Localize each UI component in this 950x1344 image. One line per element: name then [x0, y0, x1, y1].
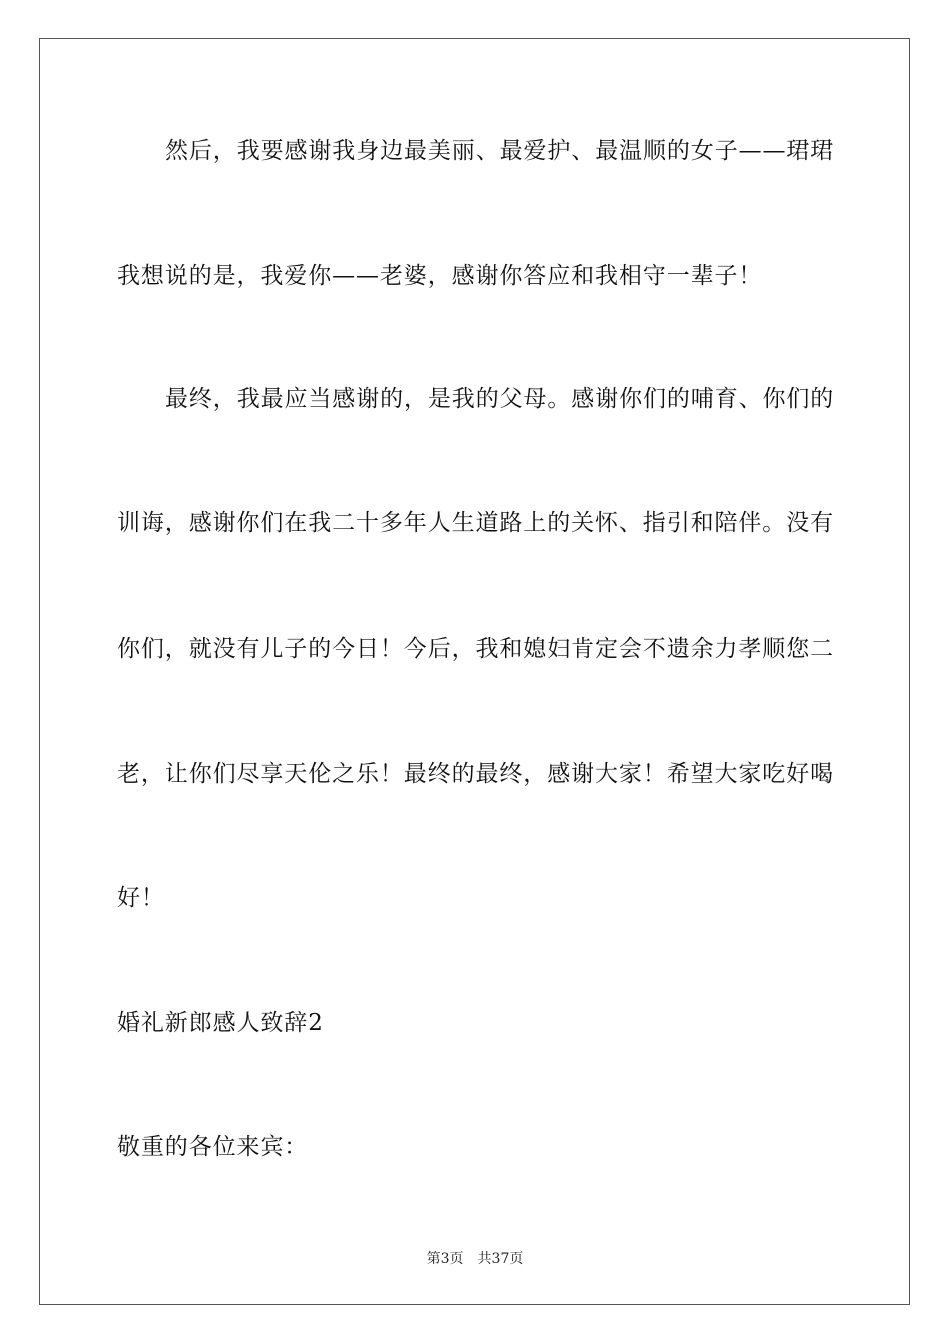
page-footer — [0, 1248, 950, 1268]
paragraph-line-1: 然后，我要感谢我身边最美丽、最爱护、最温顺的女子——珺珺 — [165, 138, 835, 164]
paragraph-line-7: 好！ — [117, 885, 165, 911]
section-heading: 婚礼新郎感人致辞2 — [117, 1010, 324, 1036]
salutation-line: 敬重的各位来宾： — [117, 1134, 309, 1160]
paragraph-line-6: 老，让你们尽享天伦之乐！最终的最终，感谢大家！希望大家吃好喝 — [117, 761, 834, 787]
paragraph-line-4: 训诲，感谢你们在我二十多年人生道路上的关怀、指引和陪伴。没有 — [117, 510, 834, 536]
page-border — [39, 38, 910, 1305]
paragraph-line-5: 你们，就没有儿子的今日！今后，我和媳妇肯定会不遗余力孝顺您二 — [117, 636, 834, 662]
paragraph-line-3: 最终，我最应当感谢的，是我的父母。感谢你们的哺育、你们的 — [165, 386, 835, 412]
page-number: 第3页 — [426, 1251, 464, 1267]
paragraph-line-2: 我想说的是，我爱你——老婆，感谢你答应和我相守一辈子！ — [117, 263, 763, 289]
page-total: 共37页 — [477, 1251, 524, 1267]
